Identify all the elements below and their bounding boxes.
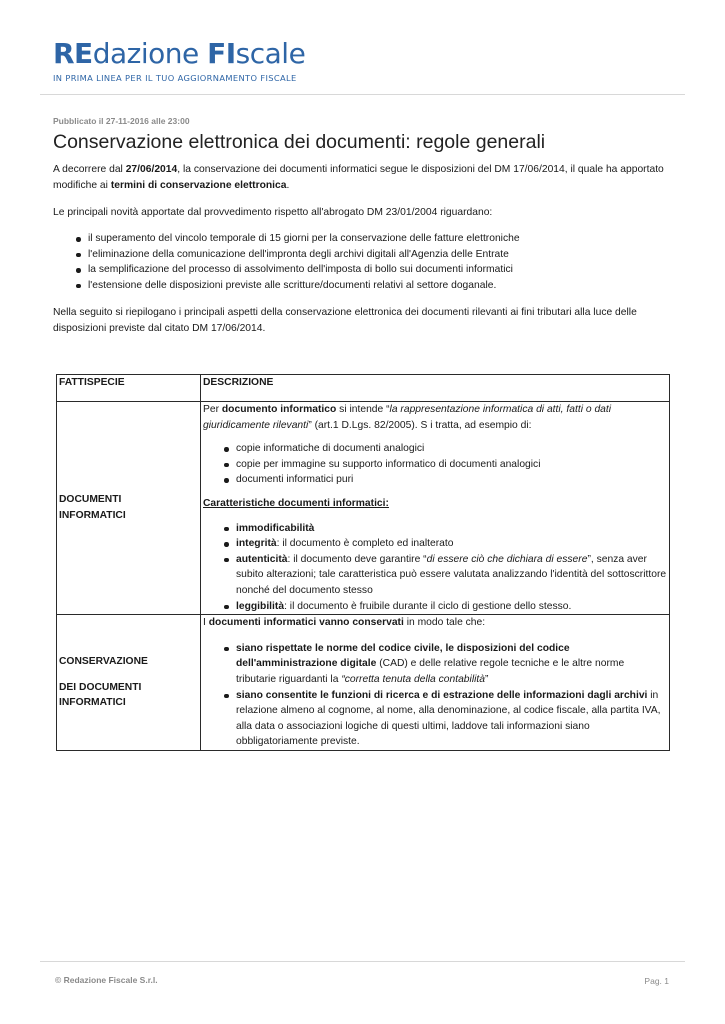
text-italic: “corretta tenuta della contabilità — [341, 673, 485, 685]
text: : il documento deve garantire “ — [287, 553, 427, 565]
brand-name-scale: scale — [235, 37, 306, 70]
text-bold: siano rispettate le norme del codice civile, le disposizioni del codice dell'amministrazione digitale — [236, 642, 570, 670]
text-bold: immodificabilità — [236, 522, 315, 534]
row-description — [201, 402, 670, 615]
list-item — [221, 641, 667, 688]
publish-date: Pubblicato il 27-11-2016 alle 23:00 — [53, 116, 190, 126]
conditions-list — [203, 641, 667, 750]
list-item: copie per immagine su supporto informatico di documenti analogici — [221, 457, 667, 473]
row-description — [201, 615, 670, 751]
label-line: DOCUMENTI — [59, 494, 122, 506]
column-header-fattispecie: FATTISPECIE — [57, 375, 201, 402]
brand-logo[interactable] — [53, 38, 305, 83]
text-bold: leggibilità — [236, 600, 285, 612]
page-number: Pag. 1 — [644, 976, 669, 986]
brand-name — [53, 38, 305, 70]
intro-paragraph — [53, 162, 673, 194]
list-item: documenti informatici puri — [221, 472, 667, 488]
paragraph-text: Nella seguito si riepilogano i principali aspetti della conservazione elettronica dei documenti rilevanti ai fini tributari alla luce delle disposizioni previste dal citato DM 17/06/2014. — [53, 307, 637, 334]
text: (CAD) e delle relative regole tecniche e le altre norme tributarie riguardanti la — [236, 658, 625, 685]
text-bold: siano consentite le funzioni di ricerca e di estrazione delle informazioni dagli archivi — [236, 689, 648, 701]
text: Per — [203, 404, 222, 415]
text-bold: autenticità — [236, 553, 288, 565]
text: in modo tale che: — [403, 617, 486, 629]
examples-list — [203, 441, 667, 488]
text-italic: di essere ciò che dichiara di essere — [426, 553, 588, 565]
novelties-list — [73, 231, 520, 293]
text: ” (art.1 D.Lgs. 82/2005). S i tratta, ad esempio di: — [308, 419, 532, 431]
summary-table — [56, 374, 670, 751]
list-item — [221, 688, 667, 750]
brand-name-re: RE — [53, 37, 93, 70]
features-list — [203, 521, 667, 615]
text: I — [203, 617, 209, 629]
text: ” — [484, 673, 489, 685]
list-item: l'eliminazione della comunicazione dell'impronta degli archivi digitali all'Agenzia delle Entrate — [73, 247, 520, 263]
table-header-row — [57, 375, 670, 402]
label-line: DEI DOCUMENTI — [59, 681, 142, 693]
novelties-paragraph — [53, 205, 673, 221]
header-divider — [40, 94, 685, 95]
summary-paragraph — [53, 305, 673, 337]
label-line: INFORMATICI — [59, 510, 126, 522]
text: : il documento è completo ed inalterato — [276, 538, 454, 550]
table-row — [57, 615, 670, 751]
text-bold: 27/06/2014 — [125, 164, 178, 175]
footer-divider — [40, 961, 685, 962]
brand-tagline: IN PRIMA LINEA PER IL TUO AGGIORNAMENTO FISCALE — [53, 73, 297, 83]
text: A decorrere dal — [53, 164, 126, 175]
text-italic: la rappresentazione informatica di atti, fatti o dati giuridicamente rilevanti — [203, 404, 612, 431]
text: ”, senza aver subito alterazioni; tale caratteristica può essere valutata analizzando l'identità del sottoscrittore nonché del documento stesso — [236, 553, 667, 596]
column-header-descrizione: DESCRIZIONE — [201, 375, 670, 402]
list-item — [221, 536, 667, 552]
list-item: l'estensione delle disposizioni previste alle scritture/documenti relativi al settore doganale. — [73, 278, 520, 294]
row-label-conservazione — [57, 615, 201, 751]
label-line: CONSERVAZIONE — [59, 656, 148, 668]
text-bold: documento informatico — [221, 404, 337, 415]
text: , la conservazione dei documenti informatici segue le disposizioni del DM 17/06/2014, il quale ha apportato modifiche ai — [53, 164, 664, 191]
row-label-documenti-informatici — [57, 402, 201, 615]
text-bold: termini di conservazione elettronica — [110, 180, 287, 191]
text-bold: integrità — [236, 538, 277, 550]
definition-text — [203, 402, 667, 433]
list-item: la semplificazione del processo di assolvimento dell'imposta di bollo sui documenti informatici — [73, 262, 520, 278]
list-item: copie informatiche di documenti analogici — [221, 441, 667, 457]
paragraph-text: Le principali novità apportate dal provvedimento rispetto all'abrogato DM 23/01/2004 riguardano: — [53, 207, 493, 218]
list-item — [221, 552, 667, 599]
list-item — [221, 521, 667, 537]
label-spacer — [59, 670, 198, 680]
footer-copyright: © Redazione Fiscale S.r.l. — [55, 975, 158, 985]
table-row — [57, 402, 670, 615]
intro-text — [203, 615, 667, 631]
label-line: INFORMATICI — [59, 697, 126, 709]
text-bold: documenti informatici vanno conservati — [208, 617, 404, 629]
text: . — [286, 180, 290, 191]
features-subtitle: Caratteristiche documenti informatici: — [203, 497, 389, 509]
brand-name-fi: FI — [207, 37, 236, 70]
list-item — [221, 599, 667, 615]
page-title: Conservazione elettronica dei documenti: regole generali — [53, 131, 546, 153]
list-item: il superamento del vincolo temporale di 15 giorni per la conservazione delle fatture elettroniche — [73, 231, 520, 247]
text: in relazione almeno al cognome, al nome, alla denominazione, al codice fiscale, alla partita IVA, alla data o associazioni logiche di questi ultimi, laddove tali informazioni siano obbligatoriamente previste. — [236, 689, 661, 748]
brand-name-dazione: dazione — [92, 37, 208, 70]
text: si intende “ — [336, 404, 390, 415]
text: : il documento è fruibile durante il ciclo di gestione dello stesso. — [284, 600, 572, 612]
